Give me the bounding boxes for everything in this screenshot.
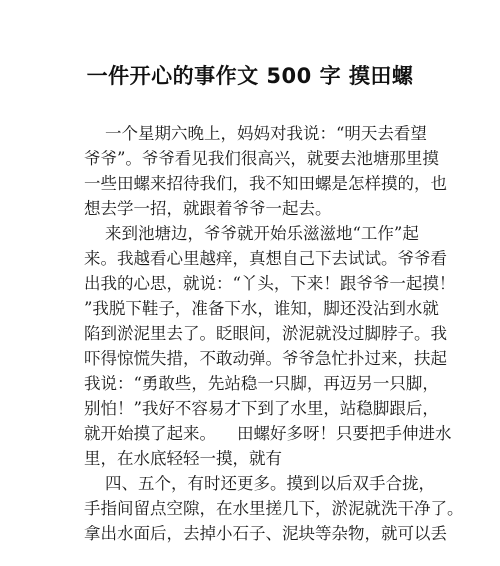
text-line: 想去学一招，就跟着爷爷一起去。 bbox=[84, 199, 332, 218]
text-line: 一个星期六晚上，妈妈对我说：“明天去看望 bbox=[84, 124, 427, 143]
document-title: 一件开心的事作文 500 字 摸田螺 bbox=[86, 64, 414, 88]
text-line: 里，在水底轻轻一摸，就有 bbox=[84, 449, 282, 468]
text-line: 吓得惊慌失措，不敢动弹。爷爷急忙扑过来，扶起 bbox=[84, 349, 447, 368]
text-line: 就开始摸了起来。 田螺好多呀！只要把手伸进水 bbox=[84, 424, 452, 443]
text-line: ”我脱下鞋子，准备下水，谁知，脚还没沾到水就 bbox=[84, 299, 439, 318]
text-line: 别怕！”我好不容易才下到了水里，站稳脚跟后， bbox=[84, 399, 439, 418]
text-line: 我说：“勇敢些，先站稳一只脚，再迈另一只脚， bbox=[84, 374, 439, 393]
text-line: 一些田螺来招待我们，我不知田螺是怎样摸的，也 bbox=[84, 174, 447, 193]
text-line: 陷到淤泥里去了。眨眼间，淤泥就没过脚脖子。我 bbox=[84, 324, 447, 343]
text-line: 来。我越看心里越痒，真想自己下去试试。爷爷看 bbox=[84, 249, 447, 268]
text-line: 出我的心思，就说：“丫头，下来！跟爷爷一起摸！ bbox=[84, 274, 456, 293]
text-line: 四、五个，有时还更多。摸到以后双手合拢， bbox=[84, 474, 435, 493]
essay-body bbox=[84, 121, 464, 546]
text-line: 拿出水面后，去掉小石子、泥块等杂物，就可以丢 bbox=[84, 524, 447, 543]
text-line: 爷爷”。爷爷看见我们很高兴，就要去池塘那里摸 bbox=[84, 149, 439, 168]
text-line: 来到池塘边，爷爷就开始乐滋滋地“工作”起 bbox=[84, 224, 419, 243]
text-line: 手指间留点空隙，在水里搓几下，淤泥就洗干净了。 bbox=[84, 499, 464, 518]
